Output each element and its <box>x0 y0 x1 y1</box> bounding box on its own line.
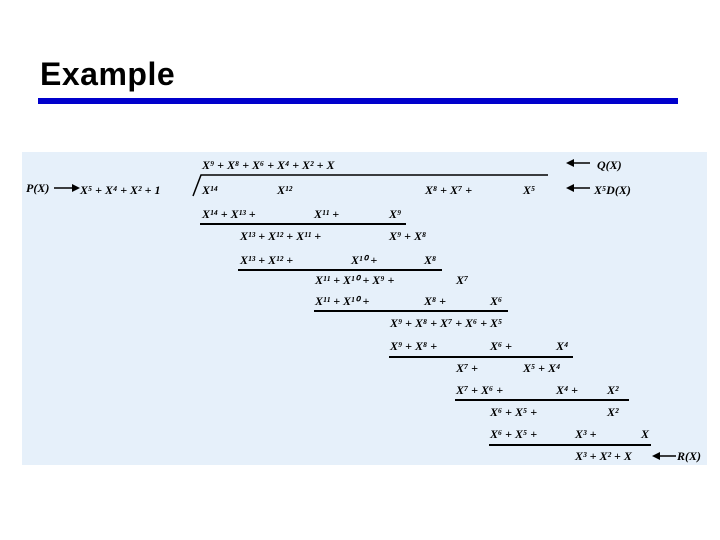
step-3-part-1: X¹³ + X¹² + <box>240 253 294 267</box>
dividend-term-2: X¹² <box>277 183 293 197</box>
step-6-part-1: X⁹ + X⁸ + X⁷ + X⁶ + X⁵ <box>390 316 503 330</box>
step-5-part-1: X¹¹ + X¹⁰ + <box>315 294 370 308</box>
step-8-part-2: X⁵ + X⁴ <box>523 361 561 375</box>
step-9-part-1: X⁷ + X⁶ + <box>456 383 504 397</box>
q-arrow-head <box>566 159 574 167</box>
division-bracket <box>193 175 548 196</box>
step-7-part-1: X⁹ + X⁸ + <box>390 339 438 353</box>
step-7-part-3: X⁴ <box>556 339 569 353</box>
q-label: Q(X) <box>597 158 622 172</box>
step-11-part-3: X <box>641 427 650 441</box>
step-1-part-3: X⁹ <box>389 207 402 221</box>
step-9-part-3: X² <box>607 383 619 397</box>
slide-title: Example <box>40 56 176 92</box>
step-2-part-2: X⁹ + X⁸ <box>389 229 427 243</box>
step-9-part-2: X⁴ + <box>556 383 579 397</box>
step-1-part-1: X¹⁴ + X¹³ + <box>202 207 256 221</box>
step-11-part-1: X⁶ + X⁵ + <box>490 427 538 441</box>
x5d-arrow-head <box>566 184 574 192</box>
step-5-part-2: X⁸ + <box>424 294 447 308</box>
step-7-part-2: X⁶ + <box>490 339 513 353</box>
step-10-part-2: X² <box>607 405 619 419</box>
divisor: X⁵ + X⁴ + X² + 1 <box>80 183 161 197</box>
step-4-part-1: X¹¹ + X¹⁰ + X⁹ + <box>315 273 395 287</box>
dividend-term-1: X¹⁴ <box>202 183 218 197</box>
dividend-term-3: X⁸ + X⁷ + <box>425 183 473 197</box>
step-11-part-2: X³ + <box>575 427 597 441</box>
x5d-label: X⁵D(X) <box>594 183 631 197</box>
remainder: X³ + X² + X <box>575 449 632 463</box>
step-3-part-3: X⁸ <box>424 253 437 267</box>
r-arrow-head <box>652 452 660 460</box>
step-1-part-2: X¹¹ + <box>314 207 340 221</box>
quotient: X⁹ + X⁸ + X⁶ + X⁴ + X² + X <box>202 158 335 172</box>
step-10-part-1: X⁶ + X⁵ + <box>490 405 538 419</box>
r-label: R(X) <box>677 449 701 463</box>
dividend-term-4: X⁵ <box>523 183 536 197</box>
step-4-part-2: X⁷ <box>456 273 469 287</box>
step-5-part-3: X⁶ <box>490 294 503 308</box>
step-8-part-1: X⁷ + <box>456 361 479 375</box>
p-arrow-head <box>72 184 80 192</box>
step-3-part-2: X¹⁰ + <box>351 253 378 267</box>
step-2-part-1: X¹³ + X¹² + X¹¹ + <box>240 229 322 243</box>
p-label: P(X) <box>26 181 50 195</box>
